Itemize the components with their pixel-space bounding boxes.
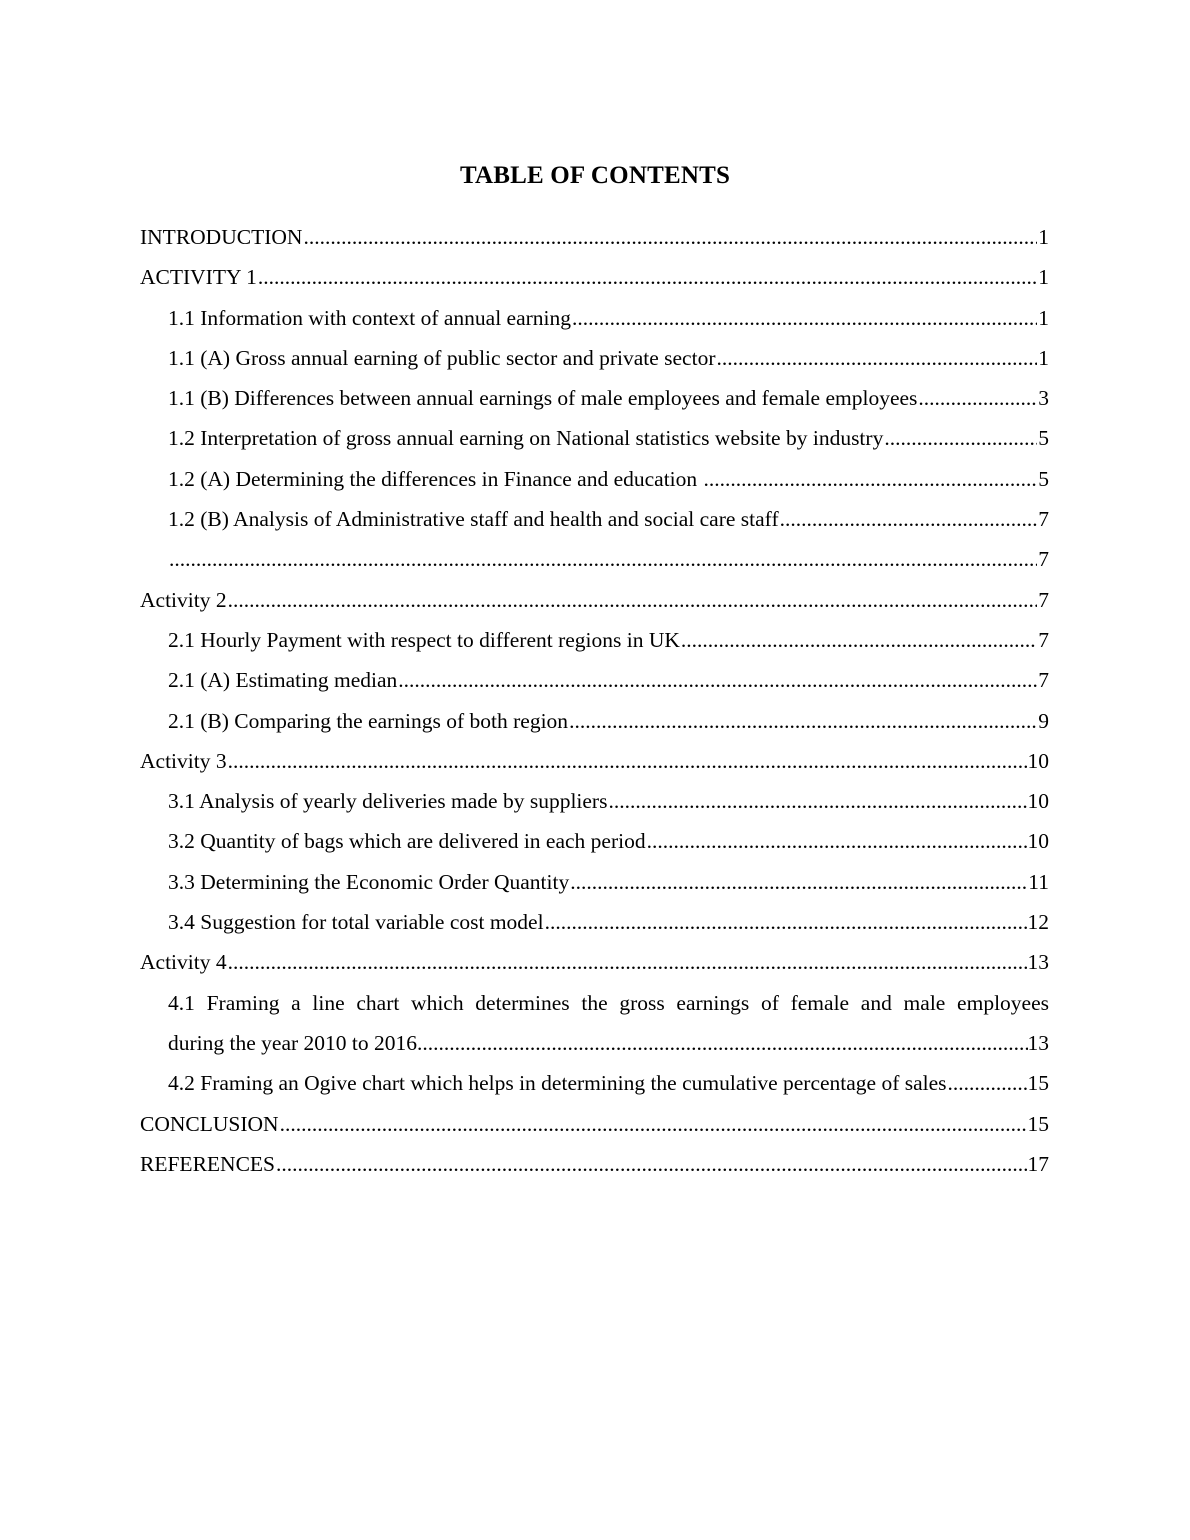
toc-leader-dots (398, 660, 1037, 700)
toc-entry-text: REFERENCES (140, 1151, 275, 1176)
toc-leader-dots (884, 418, 1037, 458)
toc-entry-text: 3.3 Determining the Economic Order Quantity (168, 869, 570, 894)
toc-entry-2-1-b[interactable] (168, 701, 1049, 741)
toc-entry-1-1-a[interactable] (168, 338, 1049, 378)
toc-entry-3-4[interactable] (168, 902, 1049, 942)
toc-entry-text: 1.2 Interpretation of gross annual earning on National statistics website by industry (168, 426, 884, 451)
toc-leader-dots (258, 257, 1037, 297)
toc-entry-3-2[interactable] (168, 821, 1049, 861)
toc-leader-dots (545, 902, 1027, 942)
toc-entry-text: CONCLUSION (140, 1111, 279, 1136)
toc-entry-text: INTRODUCTION (140, 225, 303, 249)
toc-leader-dots (276, 1144, 1027, 1184)
toc-leader-dots (169, 539, 1037, 579)
toc-entry-page: 7 (1038, 627, 1049, 652)
toc-entry-activity-2[interactable] (140, 580, 1049, 620)
toc-leader-dots (647, 821, 1027, 861)
toc-entry-text: Activity 3 (140, 748, 227, 773)
toc-entry-2-1[interactable] (168, 620, 1049, 660)
toc-entry-text: ACTIVITY 1 (140, 265, 257, 290)
toc-entry-text: Activity 2 (140, 587, 227, 612)
toc-entry-references[interactable] (140, 1144, 1049, 1184)
toc-entry-text: during the year 2010 to 2016 (168, 1030, 417, 1055)
toc-entry-page: 3 (1038, 386, 1049, 411)
toc-entry-activity-3[interactable] (140, 741, 1049, 781)
toc-entry-page: 1 (1038, 305, 1049, 330)
toc-entry-text: 2.1 (A) Estimating median (168, 668, 398, 693)
toc-entry-text: 1.1 (B) Differences between annual earnings of male employees and female employees (168, 386, 918, 411)
toc-entry-3-1[interactable] (168, 781, 1049, 821)
toc-entry-introduction[interactable] (140, 217, 1049, 257)
toc-leader-dots (572, 298, 1037, 338)
toc-entry-4-2[interactable] (168, 1063, 1049, 1103)
toc-entry-1-2-a[interactable] (168, 459, 1049, 499)
toc-leader-dots (780, 499, 1038, 539)
toc-entry-text: 4.2 Framing an Ogive chart which helps in determining the cumulative percentage of sales (168, 1071, 947, 1096)
toc-entry-page: 7 (1038, 668, 1049, 693)
toc-leader-dots (948, 1063, 1027, 1103)
toc-entry-text: 4.1 Framing a line chart which determines the gross earnings of female and male employees (168, 990, 1049, 1015)
toc-leader-dots (303, 217, 1037, 257)
toc-entry-text: 1.2 (B) Analysis of Administrative staff and health and social care staff (168, 507, 779, 532)
toc-entry-page: 7 (1038, 507, 1049, 532)
toc-entry-page: 11 (1028, 869, 1049, 894)
toc-leader-dots (681, 620, 1037, 660)
toc-leader-dots (570, 862, 1027, 902)
toc-entry-1-2[interactable] (168, 418, 1049, 458)
toc-entry-page: 9 (1038, 708, 1049, 733)
toc-list (140, 217, 1049, 1184)
toc-entry-3-3[interactable] (168, 862, 1049, 902)
toc-entry-page: 13 (1027, 950, 1049, 975)
toc-entry-activity-1[interactable] (140, 257, 1049, 297)
toc-entry-1-1-b[interactable] (168, 378, 1049, 418)
toc-entry-page: 13 (1027, 1030, 1049, 1055)
toc-entry-text-line2 (168, 1023, 1049, 1063)
toc-entry-text: 2.1 Hourly Payment with respect to different regions in UK (168, 627, 680, 652)
toc-leader-dots (228, 942, 1027, 982)
toc-leader-dots (228, 741, 1027, 781)
toc-entry-page: 1 (1038, 225, 1049, 249)
toc-entry-text: 1.1 Information with context of annual earning (168, 305, 572, 330)
toc-entry-text: 3.2 Quantity of bags which are delivered in each period (168, 829, 646, 854)
toc-entry-page: 1 (1038, 265, 1049, 290)
toc-leader-dots (608, 781, 1026, 821)
toc-entry-text: Activity 4 (140, 950, 227, 975)
toc-entry-1-2-b[interactable] (168, 499, 1049, 539)
toc-entry-text: 3.1 Analysis of yearly deliveries made by suppliers (168, 789, 608, 814)
toc-leader-dots (417, 1023, 1028, 1063)
toc-entry-4-1[interactable] (168, 983, 1049, 1064)
toc-leader-dots (228, 580, 1038, 620)
toc-leader-dots (918, 378, 1037, 418)
toc-entry-page: 15 (1027, 1071, 1049, 1096)
toc-entry-page: 5 (1038, 426, 1049, 451)
toc-entry-page: 7 (1038, 587, 1049, 612)
toc-entry-1-1[interactable] (168, 298, 1049, 338)
toc-entry-text: 3.4 Suggestion for total variable cost model (168, 910, 544, 935)
toc-entry-2-1-a[interactable] (168, 660, 1049, 700)
toc-entry-page: 1 (1038, 345, 1049, 370)
toc-entry-text: 2.1 (B) Comparing the earnings of both region (168, 708, 569, 733)
toc-leader-dots (280, 1104, 1027, 1144)
toc-entry-page: 10 (1027, 748, 1049, 773)
page-title: TABLE OF CONTENTS (459, 162, 731, 189)
toc-entry-conclusion[interactable] (140, 1104, 1049, 1144)
toc-entry-page: 10 (1027, 829, 1049, 854)
toc-leader-dots (704, 459, 1038, 499)
toc-entry-activity-4[interactable] (140, 942, 1049, 982)
toc-entry-page: 10 (1027, 789, 1049, 814)
toc-entry-text: 1.1 (A) Gross annual earning of public sector and private sector (168, 345, 716, 370)
toc-leader-dots (569, 701, 1037, 741)
toc-entry-page: 15 (1027, 1111, 1049, 1136)
toc-entry-page: 17 (1027, 1151, 1049, 1176)
toc-entry-text: 1.2 (A) Determining the differences in Finance and education (168, 466, 703, 491)
toc-entry-page: 5 (1038, 466, 1049, 491)
toc-entry-text-line1 (168, 983, 1049, 1023)
toc-leader-dots (716, 338, 1037, 378)
toc-entry-page: 12 (1027, 910, 1049, 935)
toc-entry-blank[interactable] (168, 539, 1049, 579)
toc-entry-page: 7 (1038, 547, 1049, 572)
